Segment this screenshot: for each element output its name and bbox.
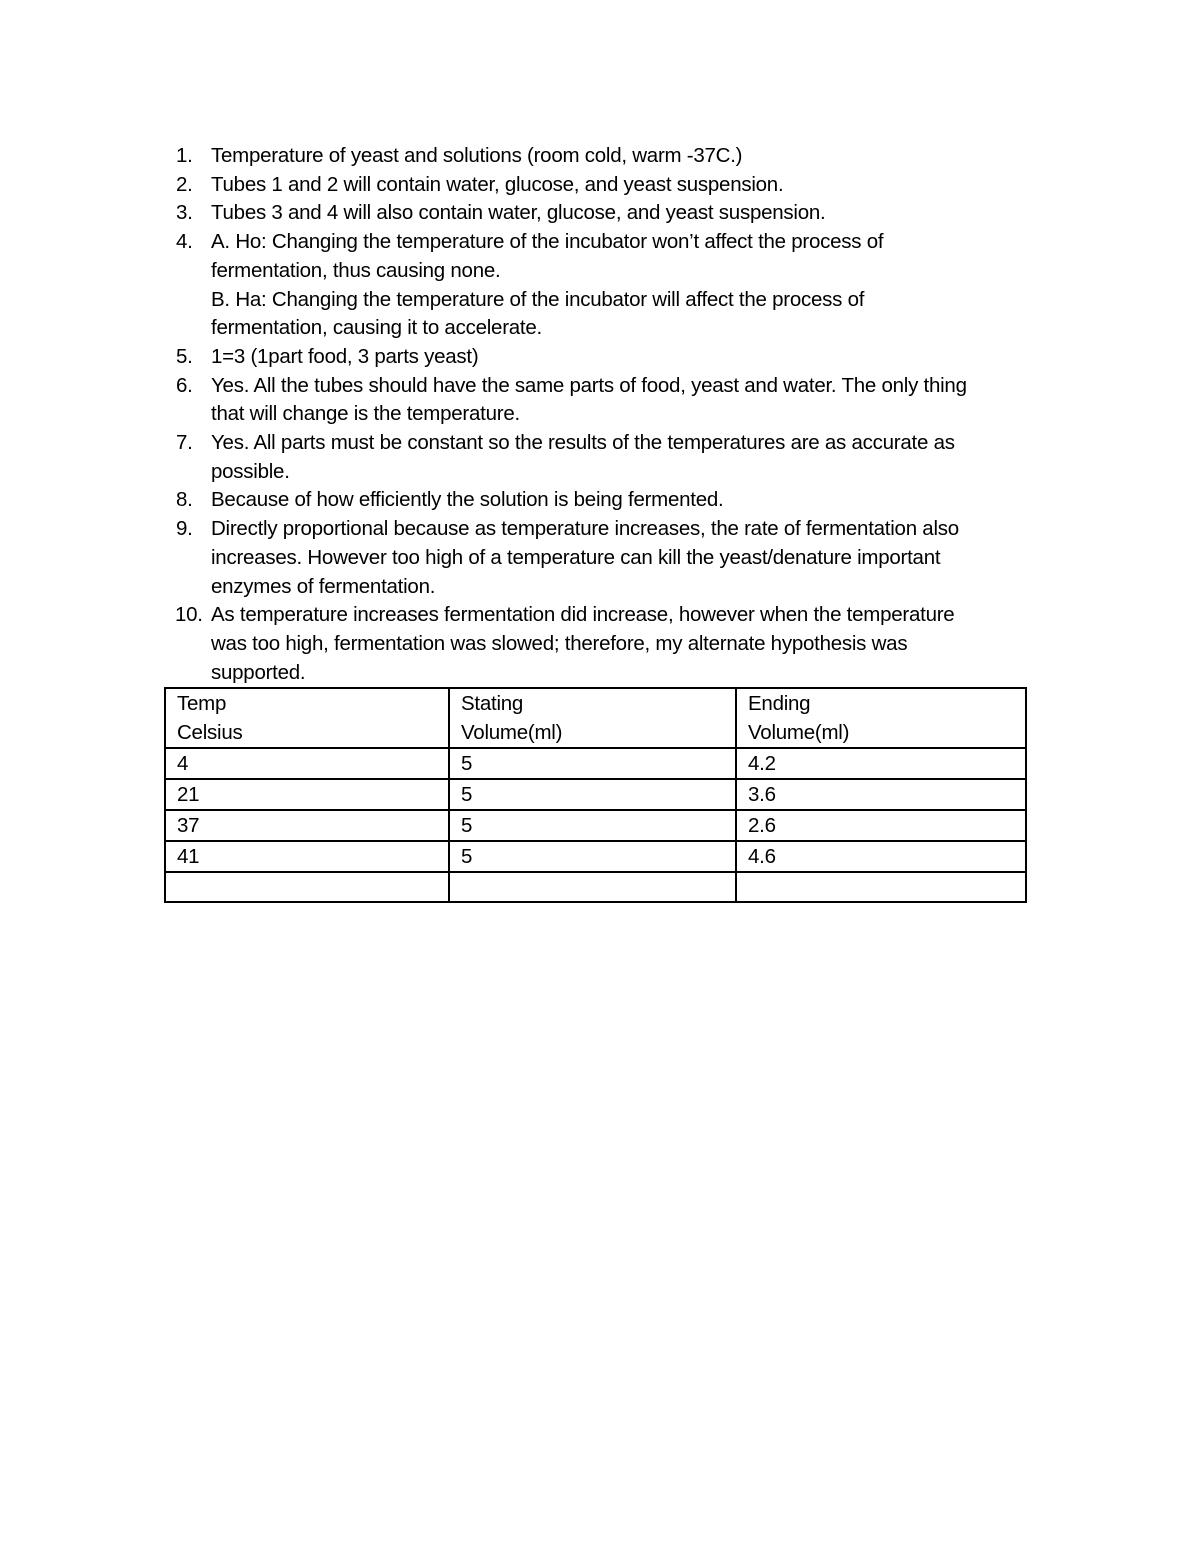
item-text: was too high, fermentation was slowed; therefore, my alternate hypothesis was [211,631,908,655]
header-text: Ending [748,692,811,715]
table-row [165,810,1026,841]
table-cell: 5 [449,748,736,779]
list-item-4 [164,228,1044,343]
table-header-cell [736,688,1026,748]
item-text: Yes. All parts must be constant so the results of the temperatures are as accurate as [211,431,955,455]
header-text: Temp [177,692,227,715]
list-item-9 [164,515,1044,601]
table-cell: 21 [165,779,449,810]
item-text: A. Ho: Changing the temperature of the incubator won’t affect the process of [211,230,884,254]
header-text: Stating [461,692,524,715]
table-row [165,779,1026,810]
header-text: Volume(ml) [461,721,563,744]
item-text: fermentation, thus causing none. [211,258,501,282]
item-number: 1. [176,144,193,167]
table-row [165,748,1026,779]
table-cell: 4.2 [736,748,1026,779]
table-cell: 5 [449,779,736,810]
table-cell [165,872,449,902]
item-text: that will change is the temperature. [211,402,520,426]
data-table [164,687,1027,903]
table-row [165,841,1026,872]
item-number: 8. [176,488,193,512]
item-text: fermentation, causing it to accelerate. [211,316,542,340]
item-text: Tubes 1 and 2 will contain water, glucose, and yeast suspension. [211,172,784,196]
item-text: 1=3 (1part food, 3 parts yeast) [211,344,479,368]
table-cell [449,872,736,902]
table-cell: 41 [165,841,449,872]
item-text: supported. [211,660,306,684]
item-text: Yes. All the tubes should have the same parts of food, yeast and water. The only thing [211,373,967,397]
list-item-5 [164,343,1044,372]
item-text: Directly proportional because as temperature increases, the rate of fermentation also [211,517,959,541]
list-item-2 [164,171,1044,200]
list-item-3 [164,199,1044,228]
item-number: 5. [176,344,193,368]
table-cell: 3.6 [736,779,1026,810]
list-item-10 [164,601,1044,687]
table-row-empty [165,872,1026,902]
item-number: 7. [176,431,193,455]
list-item-1 [164,142,1044,171]
item-text: As temperature increases fermentation did increase, however when the temperature [211,603,955,627]
table-header-cell [165,688,449,748]
table-cell: 5 [449,810,736,841]
table-header-cell [449,688,736,748]
list-item-7 [164,429,1044,486]
answer-list [164,142,1044,687]
item-number: 4. [176,230,193,254]
table-cell: 4 [165,748,449,779]
item-text: enzymes of fermentation. [211,574,436,598]
item-text: B. Ha: Changing the temperature of the incubator will affect the process of [211,287,865,311]
table-header-row [165,688,1026,748]
list-item-8 [164,486,1044,515]
item-number: 3. [176,201,193,225]
list-item-6 [164,372,1044,429]
item-text: possible. [211,459,290,483]
item-text: increases. However too high of a temperature can kill the yeast/denature important [211,545,941,569]
table-cell: 37 [165,810,449,841]
item-number: 10. [175,603,203,627]
table-cell: 5 [449,841,736,872]
item-text: Tubes 3 and 4 will also contain water, glucose, and yeast suspension. [211,201,826,225]
table-cell: 4.6 [736,841,1026,872]
header-text: Celsius [177,721,243,744]
header-text: Volume(ml) [748,721,850,744]
item-text: Because of how efficiently the solution is being fermented. [211,488,724,512]
table-cell: 2.6 [736,810,1026,841]
item-number: 6. [176,373,193,397]
item-text: Temperature of yeast and solutions (room cold, warm -37C.) [211,144,743,167]
item-number: 9. [176,517,193,541]
item-number: 2. [176,172,193,196]
table-cell [736,872,1026,902]
